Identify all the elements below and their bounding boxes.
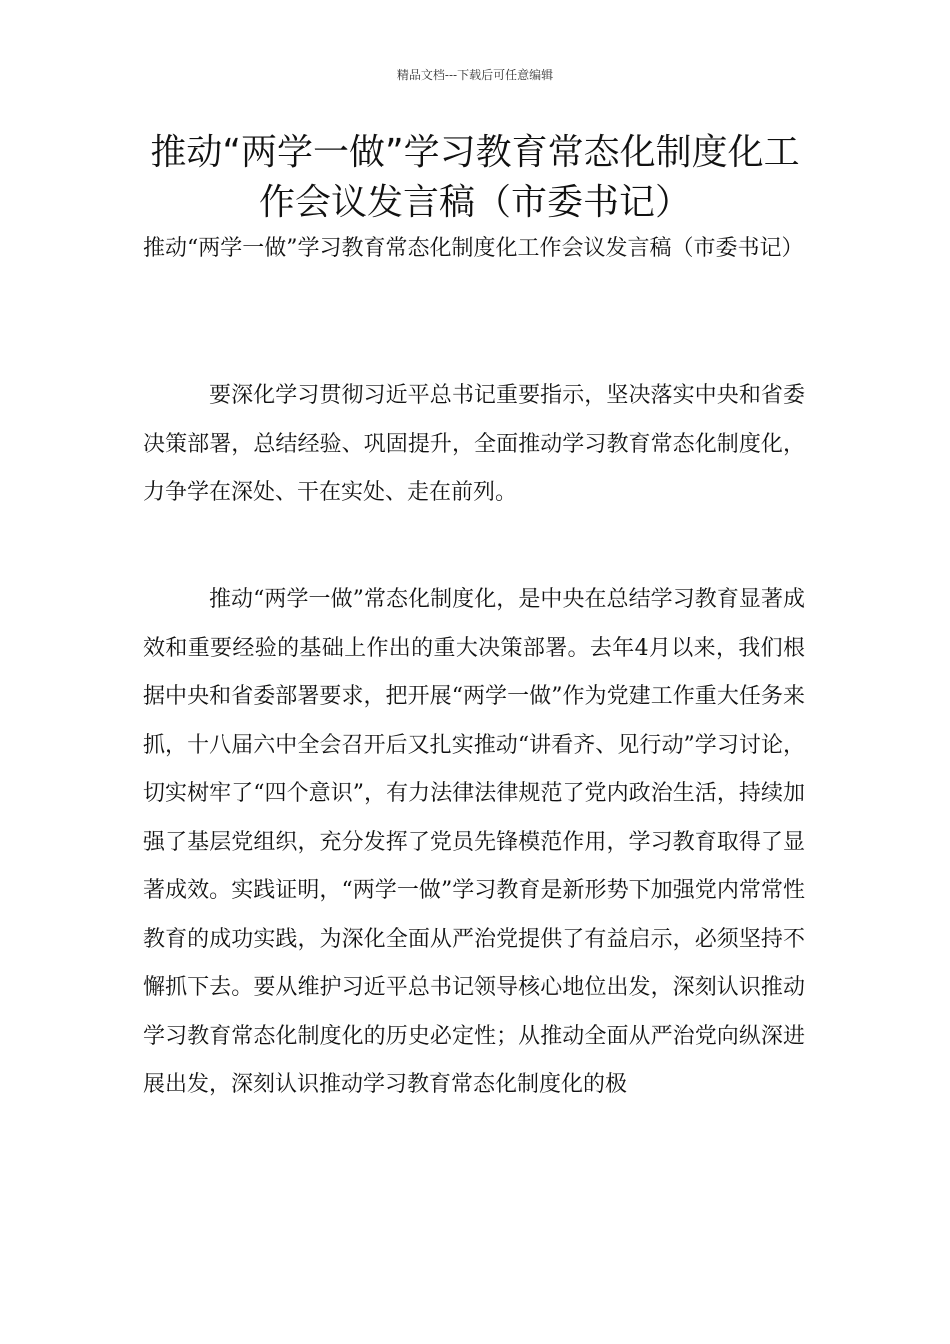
body-paragraph: 要深化学习贯彻习近平总书记重要指示，坚决落实中央和省委决策部署，总结经验、巩固提升，全面推动学习教育常态化制度化，力争学在深处、干在实处、走在前列。	[143, 383, 805, 505]
header-note: 精品文档---下载后可任意编辑	[396, 68, 554, 82]
document-title: 推动“两学一做”学习教育常态化制度化工作会议发言稿（市委书记）	[150, 132, 800, 223]
document-subtitle: 推动“两学一做”学习教育常态化制度化工作会议发言稿（市委书记）	[143, 236, 804, 261]
body-paragraph: 推动“两学一做”常态化制度化，是中央在总结学习教育显著成效和重要经验的基础上作出的重大决策部署。去年4月以来，我们根据中央和省委部署要求，把开展“两学一做”作为党建工作重大任务来抓，十八届六中全会召开后又扎实推动“讲看齐、见行动”学习讨论，切实树牢了“四个意识”，有力法律法律规范了党内政治生活，持续加强了基层党组织，充分发挥了党员先锋模范作用，学习教育取得了显著成效。实践证明，“两学一做”学习教育是新形势下加强党内常常性教育的成功实践，为深化全面从严治党提供了有益启示，必须坚持不懈抓下去。要从维护习近平总书记领导核心地位出发，深刻认识推动学习教育常态化制度化的历史必定性；从推动全面从严治党向纵深进展出发，深刻认识推动学习教育常态化制度化的极	[143, 587, 805, 1097]
